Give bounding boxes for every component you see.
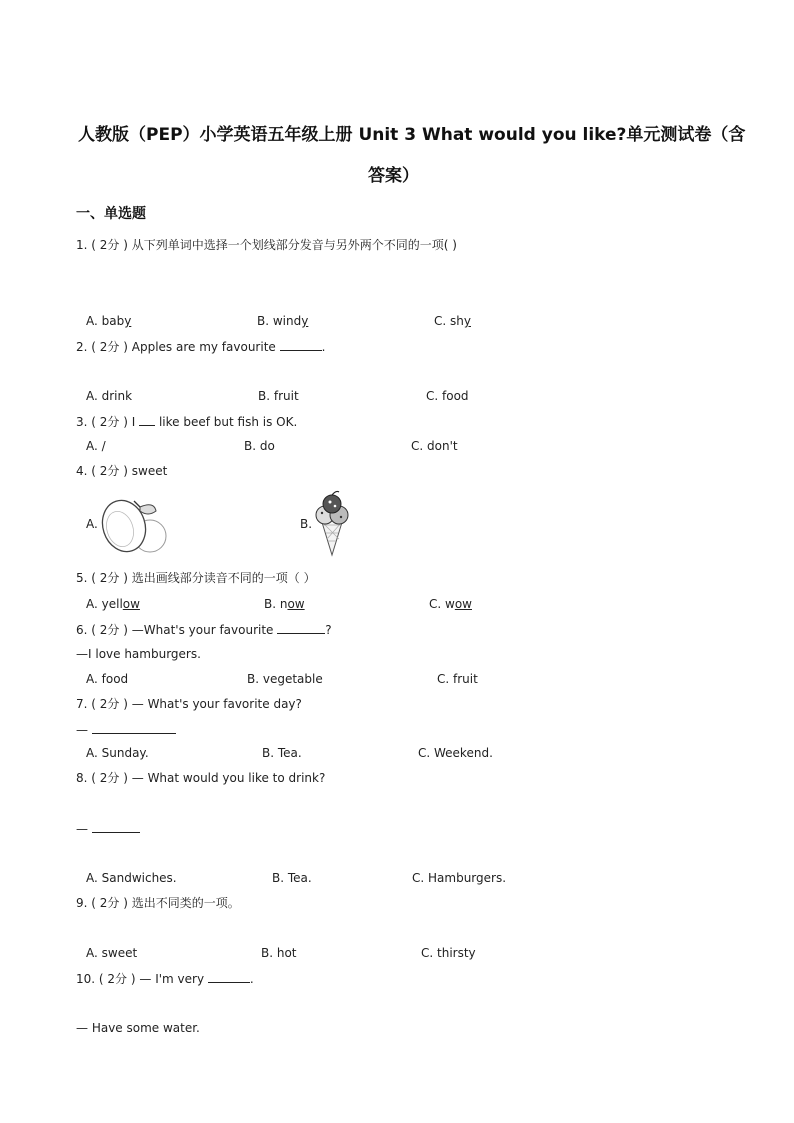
document-title-line2: 答案） <box>368 166 419 186</box>
question-10 <box>76 971 254 986</box>
question-2 <box>76 339 325 354</box>
question-score: ( 2分 ) <box>91 571 128 585</box>
question-text: —What's your favourite <box>131 623 274 637</box>
option-b[interactable]: B. hot <box>261 946 297 960</box>
question-text: 从下列单词中选择一个划线部分发音与另外两个不同的一项( ) <box>131 238 457 252</box>
question-text-after: like beef but fish is OK. <box>158 415 298 429</box>
option-b[interactable] <box>264 597 305 611</box>
question-text: — I'm very <box>139 972 205 986</box>
dash: — <box>76 822 88 836</box>
question-score: ( 2分 ) <box>91 771 128 785</box>
option-b[interactable]: B. vegetable <box>247 672 323 686</box>
option-a[interactable]: A. Sunday. <box>86 746 149 760</box>
question-text: — What's your favorite day? <box>131 697 302 711</box>
answer-line <box>76 722 176 737</box>
option-a[interactable]: A. food <box>86 672 129 686</box>
question-text: I <box>131 415 136 429</box>
option-a[interactable]: A. <box>86 517 98 531</box>
question-3 <box>76 414 297 429</box>
option-text: A. bab <box>86 314 125 328</box>
question-score: ( 2分 ) <box>91 896 128 910</box>
lemon-image <box>96 491 168 557</box>
answer-blank[interactable] <box>92 821 140 833</box>
option-text: B. wind <box>257 314 302 328</box>
option-a[interactable] <box>86 314 131 328</box>
option-b[interactable]: B. do <box>244 439 275 453</box>
question-score: ( 2分 ) <box>91 238 128 252</box>
option-b[interactable]: B. fruit <box>258 389 299 403</box>
question-score: ( 2分 ) <box>91 623 128 637</box>
option-text: C. w <box>429 597 455 611</box>
option-text: C. sh <box>434 314 464 328</box>
question-score: ( 2分 ) <box>91 415 128 429</box>
question-number: 10. <box>76 972 96 986</box>
option-text: A. yell <box>86 597 123 611</box>
dash: — <box>76 723 88 737</box>
question-number: 6. <box>76 623 88 637</box>
question-number: 8. <box>76 771 88 785</box>
question-1 <box>76 238 457 252</box>
section-heading: 一、单选题 <box>76 206 146 222</box>
option-c[interactable] <box>429 597 472 611</box>
question-score: ( 2分 ) <box>91 464 128 478</box>
option-underlined: ow <box>287 597 305 611</box>
option-c[interactable]: C. thirsty <box>421 946 476 960</box>
option-underlined: ow <box>122 597 140 611</box>
answer-line: — Have some water. <box>76 1021 200 1035</box>
question-number: 5. <box>76 571 88 585</box>
document-title-line1: 人教版（PEP）小学英语五年级上册 Unit 3 What would you like?单元测试卷（含 <box>78 125 746 145</box>
answer-blank[interactable] <box>208 971 250 983</box>
ice-cream-image <box>312 489 352 557</box>
option-c[interactable]: C. Hamburgers. <box>412 871 507 885</box>
question-number: 7. <box>76 697 88 711</box>
option-b[interactable]: B. Tea. <box>272 871 312 885</box>
question-score: ( 2分 ) <box>91 340 128 354</box>
answer-line <box>76 821 140 836</box>
answer-blank[interactable] <box>280 339 322 351</box>
question-text: 选出不同类的一项。 <box>131 896 240 910</box>
question-number: 9. <box>76 896 88 910</box>
option-text: B. n <box>264 597 288 611</box>
option-b[interactable]: B. <box>300 517 313 531</box>
question-score: ( 2分 ) <box>91 697 128 711</box>
question-text: — What would you like to drink? <box>131 771 326 785</box>
option-a[interactable] <box>86 597 140 611</box>
answer-blank[interactable] <box>139 414 155 426</box>
answer-line: —I love hamburgers. <box>76 647 201 661</box>
question-9 <box>76 896 240 910</box>
question-text-after: ? <box>325 623 332 637</box>
question-text: sweet <box>131 464 168 478</box>
question-text-after: . <box>321 340 326 354</box>
option-underlined: y <box>124 314 132 328</box>
question-number: 4. <box>76 464 88 478</box>
option-a[interactable]: A. / <box>86 439 106 453</box>
question-4 <box>76 464 167 478</box>
option-b[interactable] <box>257 314 308 328</box>
question-text-after: . <box>249 972 254 986</box>
option-underlined: y <box>463 314 471 328</box>
question-score: ( 2分 ) <box>98 972 136 986</box>
question-text: 选出画线部分读音不同的一项（ ） <box>131 571 316 585</box>
question-8 <box>76 771 325 785</box>
question-5 <box>76 571 316 585</box>
question-number: 3. <box>76 415 88 429</box>
option-a[interactable]: A. sweet <box>86 946 138 960</box>
question-6 <box>76 622 332 637</box>
option-underlined: y <box>301 314 309 328</box>
question-number: 1. <box>76 238 88 252</box>
option-c[interactable]: C. don't <box>411 439 458 453</box>
answer-blank[interactable] <box>277 622 325 634</box>
option-a[interactable]: A. drink <box>86 389 133 403</box>
option-a[interactable]: A. Sandwiches. <box>86 871 177 885</box>
option-c[interactable]: C. fruit <box>437 672 478 686</box>
question-number: 2. <box>76 340 88 354</box>
question-text: Apples are my favourite <box>131 340 276 354</box>
option-b[interactable]: B. Tea. <box>262 746 302 760</box>
option-c[interactable] <box>434 314 471 328</box>
answer-blank[interactable] <box>92 722 176 734</box>
option-underlined: ow <box>454 597 472 611</box>
option-c[interactable]: C. Weekend. <box>418 746 493 760</box>
question-7 <box>76 697 302 711</box>
option-c[interactable]: C. food <box>426 389 469 403</box>
